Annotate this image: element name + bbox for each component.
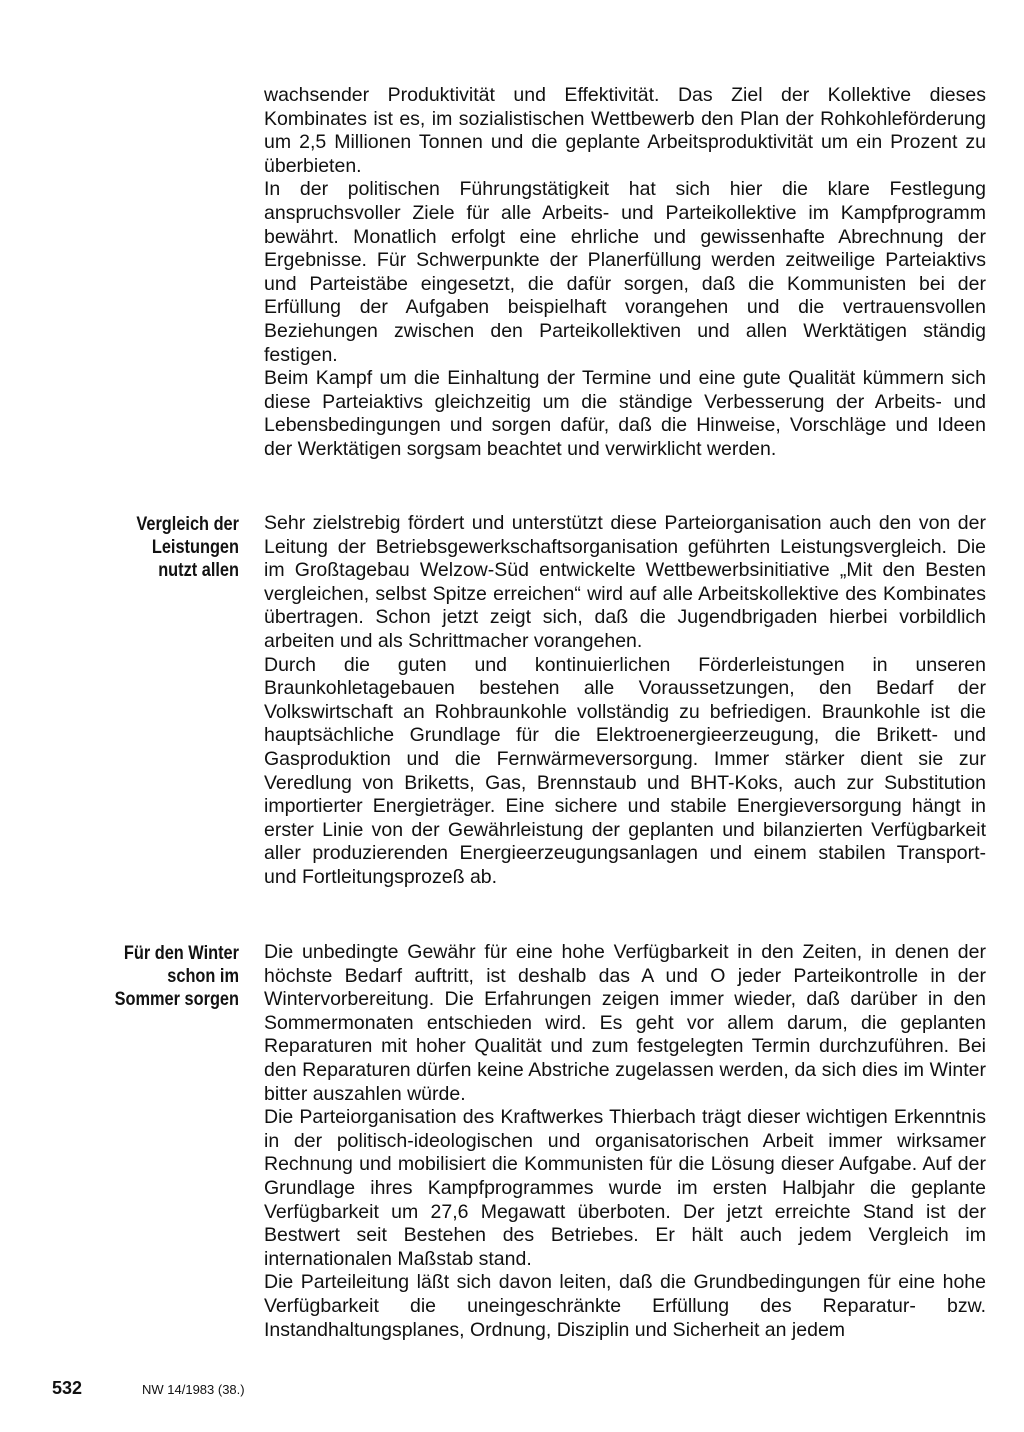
page-number: 532 [52, 1378, 83, 1398]
paragraph: Die Parteiorganisation des Kraftwerkes Thierbach trägt dieser wichtigen Erkenntnis in der politisch-ideologischen und organisatorischen Arbeit immer wirksamer Rechnung und mobilisiert die Kommunisten für die Lösung dieser Aufgabe. Auf der Grundlage ihres Kampfprogrammes wurde im ersten Halbjahr die geplante Verfügbarkeit um 27,6 Megawatt überboten. Der jetzt erreichte Stand ist der Bestwert seit Bestehen des Betriebes. Er hält auch jedem Vergleich im internationalen Maßstab stand. [264, 1106, 986, 1270]
paragraph: In der politischen Führungstätigkeit hat sich hier die klare Festlegung anspruchsvoller Ziele für alle Arbeits- und Parteikollektive im Kampfprogramm bewährt. Monatlich erfolgt eine ehrliche und gewissenhafte Abrechnung der Ergebnisse. Für Schwerpunkte der Planerfüllung werden zeitweilige Parteiaktivs und Parteistäbe eingesetzt, die dafür sorgen, daß die Kommunisten bei der Erfüllung der Aufgaben beispielhaft vorangehen und die vertrauensvollen Beziehungen zwischen den Parteikollektiven und allen Werktätigen ständig festigen. [264, 178, 986, 366]
side-heading-winter [67, 942, 239, 1011]
paragraph: Durch die guten und kontinuierlichen Förderleistungen in unseren Braunkohletagebauen bestehen alle Voraussetzungen, den Bedarf der Volkswirtschaft an Rohbraunkohle vollständig zu befriedigen. Braunkohle ist die hauptsächliche Grundlage für die Elektroenergieerzeugung, die Brikett- und Gasproduktion und die Fernwärmeversorgung. Immer stärker dient sie zur Veredlung von Briketts, Gas, Brennstaub und BHT-Koks, auch zur Substitution importierter Energieträger. Eine sichere und stabile Energieversorgung hängt in erster Linie von der Gewährleistung der geplanten und bilanzierten Verfügbarkeit aller produzierenden Energieerzeugungsanlagen und einem stabilen Transport- und Fortleitungsprozeß ab. [264, 653, 986, 888]
side-heading-line: Sommer sorgen [114, 989, 239, 1010]
paragraph: Die Parteileitung läßt sich davon leiten, daß die Grundbedingungen für eine hohe Verfügbarkeit die uneingeschränkte Erfüllung des Reparatur- bzw. Instandhaltungsplanes, Ordnung, Disziplin und Sicherheit an jedem [264, 1271, 986, 1341]
side-heading-line: nutzt allen [158, 560, 239, 581]
side-heading-line: Vergleich der [136, 514, 239, 535]
section-winter [264, 941, 986, 1342]
paragraph: Die unbedingte Gewähr für eine hohe Verfügbarkeit in den Zeiten, in denen der höchste Bedarf auftritt, ist deshalb das A und O jeder Parteikontrolle in der Wintervorbereitung. Die Erfahrungen zeigen immer wieder, daß darüber in den Sommermonaten entschieden wird. Es geht vor allem darum, die geplanten Reparaturen mit hoher Qualität und zum festgelegten Termin durchzuführen. Bei den Reparaturen dürfen keine Abstriche zugelassen werden, da sich dies im Winter bitter auszahlen würde. [264, 941, 986, 1105]
side-heading-line: schon im [167, 966, 239, 987]
side-heading-line: Für den Winter [123, 943, 239, 964]
side-heading-leistungsvergleich [67, 513, 239, 582]
paragraph: Sehr zielstrebig fördert und unterstützt diese Parteiorganisation auch den von der Leitung der Betriebsgewerkschaftsorganisation geführten Leistungsvergleich. Die im Großtagebau Welzow-Süd entwickelte Wettbewerbsinitiative „Mit den Besten vergleichen, selbst Spitze erreichen“ wird auf alle Arbeitskollektive des Kombinates übertragen. Schon jetzt zeigt sich, daß die Jugendbrigaden hierbei vorbildlich arbeiten und als Schrittmacher vorangehen. [264, 512, 986, 652]
side-heading-line: Leistungen [151, 537, 239, 558]
paragraph: Beim Kampf um die Einhaltung der Termine und eine gute Qualität kümmern sich diese Parteiaktivs gleichzeitig um die ständige Verbesserung der Arbeits- und Lebensbedingungen und sorgen dafür, daß die Hinweise, Vorschläge und Ideen der Werktätigen sorgsam beachtet und verwirklicht werden. [264, 367, 986, 460]
paragraph: wachsender Produktivität und Effektivität. Das Ziel der Kollektive dieses Kombinates ist es, im sozialistischen Wettbewerb den Plan der Rohkohleförderung um 2,5 Millionen Tonnen und die geplante Arbeitsproduktivität um ein Prozent zu überbieten. [264, 84, 986, 177]
journal-reference: NW 14/1983 (38.) [142, 1382, 245, 1397]
section-intro [264, 84, 986, 462]
section-leistungsvergleich [264, 512, 986, 890]
